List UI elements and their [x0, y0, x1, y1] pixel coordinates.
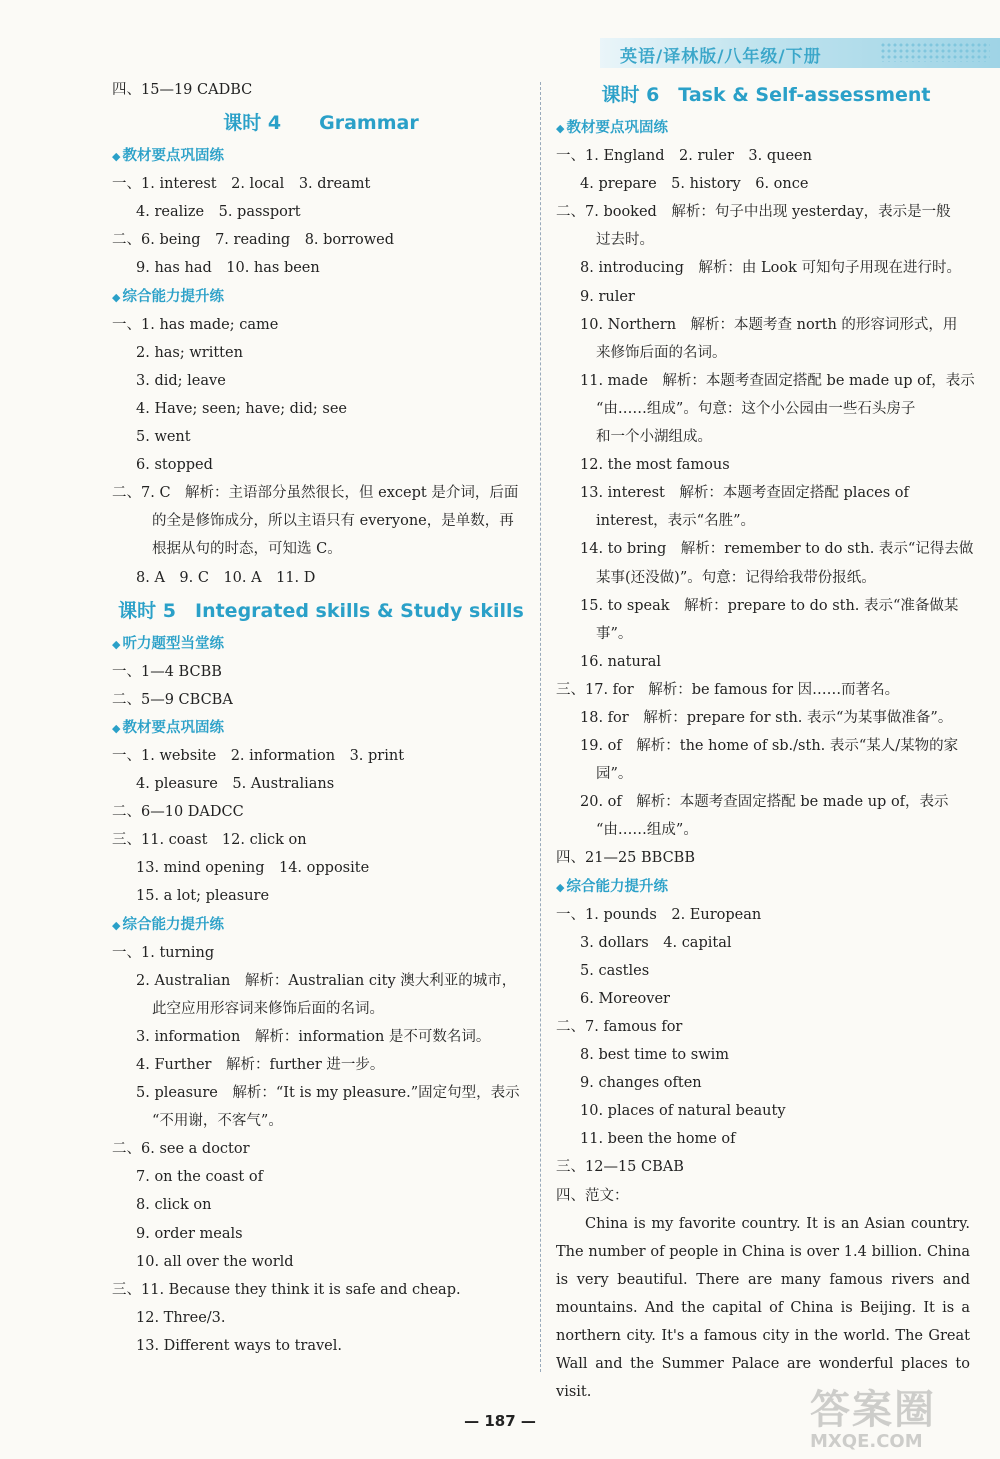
- answer-line: 二、7. C 解析：主语部分虽然很长，但 except 是介词，后面: [112, 485, 519, 502]
- answer-line: 四、范文：: [556, 1187, 629, 1204]
- answer-line: 某事(还没做)”。句意：记得给我带份报纸。: [596, 569, 876, 586]
- page-number: — 187 —: [464, 1412, 536, 1430]
- answer-line: 5. went: [136, 429, 191, 446]
- section-heading: 听力题型当堂练: [122, 635, 224, 652]
- answer-line: 一、1. website 2. information 3. print: [112, 747, 405, 764]
- answer-line: 11. made 解析：本题考查固定搭配 be made up of，表示: [580, 372, 975, 389]
- diamond-icon: ◆: [112, 150, 121, 164]
- answer-line: 9. order meals: [136, 1225, 243, 1242]
- answer-line: 12. the most famous: [580, 457, 730, 474]
- diamond-icon: ◆: [556, 880, 565, 894]
- section-heading: 教材要点巩固练: [566, 120, 668, 136]
- answer-line: 4. realize 5. passport: [136, 204, 301, 221]
- answer-line: 18. for 解析：prepare for sth. 表示“为某事做准备”。: [580, 709, 953, 726]
- answer-line: 15. to speak 解析：prepare to do sth. 表示“准备做某: [580, 597, 959, 614]
- section-heading-row: [556, 114, 976, 142]
- answer-line: 2. Australian 解析：Australian city 澳大利亚的城市，: [136, 972, 517, 989]
- section-heading: 教材要点巩固练: [122, 148, 224, 165]
- sample-essay: China is my favorite country. It is an Asian country. The number of people in China is over 1.4 billion. China is very beautiful. There are many famous rivers and mountains. And the capital of China is Beijing. It is a northern city. It's a famous city in the world. The Great Wall and the Summer Palace are wonderful places to visit.: [556, 1215, 970, 1401]
- answer-line: 9. ruler: [580, 288, 635, 305]
- answer-line: 10. places of natural beauty: [580, 1103, 786, 1120]
- answer-line: 10. all over the world: [136, 1253, 294, 1270]
- answer-line: 园”。: [596, 766, 633, 783]
- answer-line: 四、21—25 BBCBB: [556, 850, 695, 867]
- watermark-main: 答案圈: [810, 1387, 936, 1433]
- answer-line: 7. on the coast of: [136, 1169, 263, 1186]
- answer-line: 二、7. booked 解析：句子中出现 yesterday，表示是一般: [556, 204, 951, 221]
- answer-line: 4. prepare 5. history 6. once: [580, 176, 809, 193]
- watermark-url: MXQE.COM: [810, 1431, 923, 1452]
- answer-line: 二、6. being 7. reading 8. borrowed: [112, 232, 395, 249]
- section-heading-row: [112, 714, 530, 742]
- answer-line: 4. Have; seen; have; did; see: [136, 400, 347, 417]
- answer-line: 三、12—15 CBAB: [556, 1159, 684, 1176]
- answer-line: 此空应用形容词来修饰后面的名词。: [152, 1000, 384, 1017]
- answer-line: 15. a lot; pleasure: [136, 888, 270, 905]
- answer-line: 事”。: [596, 625, 633, 642]
- answer-line: 二、7. famous for: [556, 1019, 683, 1035]
- answer-line: 一、1. England 2. ruler 3. queen: [556, 148, 812, 165]
- answer-line: 13. interest 解析：本题考查固定搭配 places of: [580, 485, 909, 502]
- answer-line: 10. Northern 解析：本题考查 north 的形容词形式，用: [580, 316, 958, 333]
- left-column: [112, 76, 530, 1360]
- answer-line: “不用谢，不客气”。: [152, 1113, 283, 1130]
- header-title: 英语/译林版/八年级/下册: [620, 47, 822, 67]
- section-heading: 教材要点巩固练: [122, 719, 224, 736]
- diamond-icon: ◆: [112, 637, 121, 651]
- answer-line: 8. click on: [136, 1197, 212, 1214]
- section-heading-row: [112, 911, 530, 939]
- header-dot-pattern: [880, 42, 990, 62]
- diamond-icon: ◆: [112, 918, 121, 932]
- section-heading-row: [112, 630, 530, 658]
- answer-line: 16. natural: [580, 653, 662, 670]
- answer-line: 11. been the home of: [580, 1131, 736, 1148]
- answer-line: 过去时。: [596, 232, 654, 249]
- lesson-heading: 课时 6 Task & Self-assessment: [601, 84, 931, 106]
- answer-line: 的全是修饰成分，所以主语只有 everyone，是单数，再: [152, 513, 514, 530]
- answer-line: 三、11. Because they think it is safe and cheap.: [112, 1281, 461, 1298]
- answer-line: 根据从句的时态，可知选 C。: [152, 541, 342, 558]
- section-heading: 综合能力提升练: [122, 916, 224, 933]
- answer-line: 5. pleasure 解析：“It is my pleasure.”固定句型，表示: [136, 1085, 520, 1102]
- answer-line: 二、5—9 CBCBA: [112, 691, 233, 708]
- answer-line: 14. to bring 解析：remember to do sth. 表示“记得去做: [580, 541, 974, 558]
- lesson-heading: 课时 5 Integrated skills & Study skills: [118, 599, 524, 622]
- answer-line: 20. of 解析：本题考查固定搭配 be made up of，表示: [580, 794, 949, 811]
- diamond-icon: ◆: [112, 721, 121, 735]
- answer-line: 8. best time to swim: [580, 1047, 729, 1064]
- answer-line: 一、1. interest 2. local 3. dreamt: [112, 176, 371, 193]
- column-divider: [540, 82, 541, 1372]
- section-heading: 综合能力提升练: [122, 288, 224, 305]
- answer-line: 4. pleasure 5. Australians: [136, 776, 335, 793]
- watermark-logo: [810, 1378, 990, 1453]
- section-heading: 综合能力提升练: [566, 878, 668, 895]
- answer-line: 四、15—19 CADBC: [112, 82, 253, 98]
- answer-line: 3. did; leave: [136, 372, 226, 389]
- section-heading-row: [556, 873, 976, 901]
- answer-line: 6. stopped: [136, 457, 213, 474]
- answer-line: 6. Moreover: [580, 990, 670, 1007]
- answer-line: 8. introducing 解析：由 Look 可知句子用现在进行时。: [580, 260, 961, 277]
- answer-line: 13. Different ways to travel.: [136, 1337, 342, 1354]
- answer-line: interest，表示“名胜”。: [596, 513, 755, 530]
- answer-line: 一、1. pounds 2. European: [556, 906, 762, 923]
- answer-line: 三、11. coast 12. click on: [112, 832, 307, 849]
- right-column: [556, 76, 976, 1406]
- page-number-value: 187: [484, 1412, 516, 1430]
- answer-line: 3. dollars 4. capital: [580, 934, 732, 951]
- answer-line: 13. mind opening 14. opposite: [136, 860, 370, 877]
- answer-line: “由……组成”。句意：这个小公园由一些石头房子: [596, 400, 916, 417]
- answer-line: 一、1. has made; came: [112, 316, 279, 333]
- answer-line: 4. Further 解析：further 进一步。: [136, 1057, 385, 1073]
- answer-line: 8. A 9. C 10. A 11. D: [136, 569, 316, 586]
- answer-line: 二、6. see a doctor: [112, 1141, 250, 1158]
- section-heading-row: [112, 283, 530, 311]
- answer-line: 和一个小湖组成。: [596, 429, 712, 446]
- answer-line: 5. castles: [580, 962, 650, 979]
- answer-line: 3. information 解析：information 是不可数名词。: [136, 1028, 491, 1045]
- answer-line: 2. has; written: [136, 344, 243, 361]
- diamond-icon: ◆: [556, 122, 565, 135]
- section-heading-row: [112, 142, 530, 170]
- answer-line: “由……组成”。: [596, 822, 698, 839]
- answer-line: 二、6—10 DADCC: [112, 804, 244, 821]
- answer-line: 一、1—4 BCBB: [112, 663, 222, 680]
- answer-line: 三、17. for 解析：be famous for 因……而著名。: [556, 681, 900, 698]
- answer-line: 9. changes often: [580, 1075, 702, 1092]
- answer-line: 9. has had 10. has been: [136, 260, 320, 277]
- answer-line: 来修饰后面的名词。: [596, 344, 727, 361]
- answer-line: 19. of 解析：the home of sb./sth. 表示“某人/某物的家: [580, 738, 959, 755]
- answer-line: 12. Three/3.: [136, 1309, 226, 1326]
- answer-line: 一、1. turning: [112, 944, 215, 961]
- diamond-icon: ◆: [112, 290, 121, 304]
- lesson-heading: 课时 4 Grammar: [223, 112, 419, 135]
